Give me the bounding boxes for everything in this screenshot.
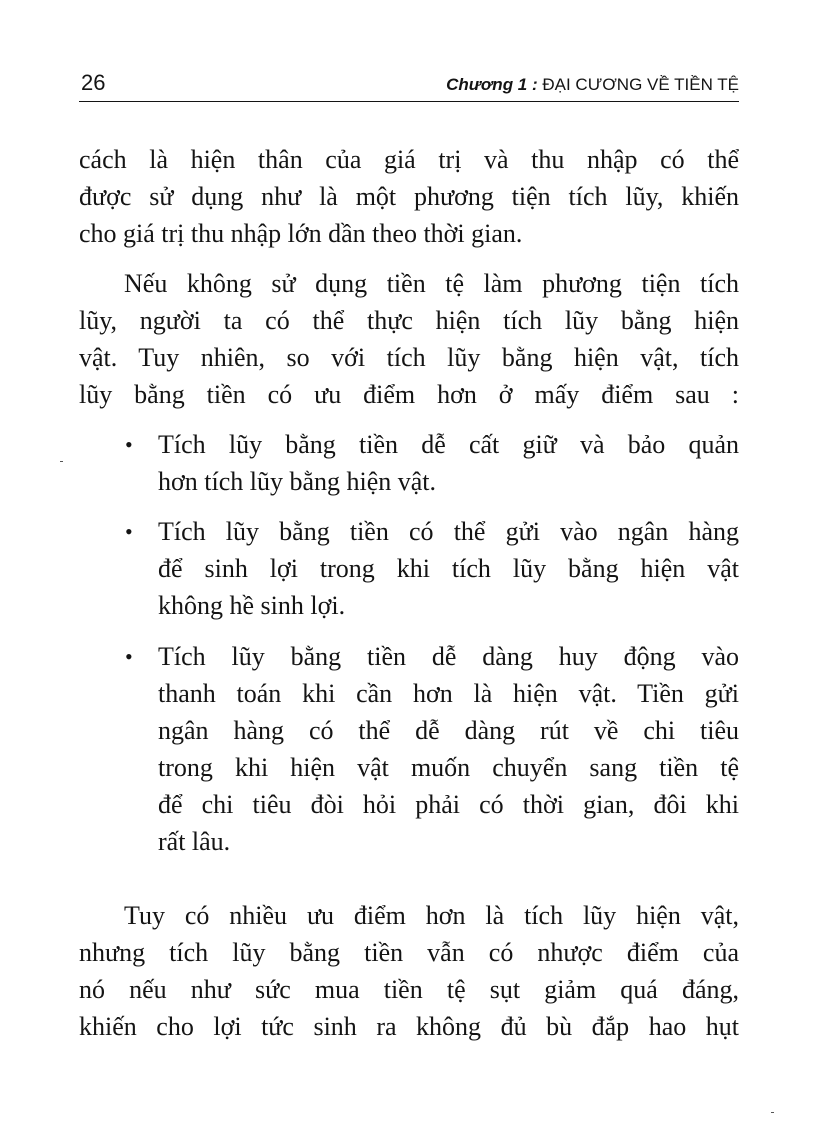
text-line: cách là hiện thân của giá trị và thu nhập có thể — [79, 145, 739, 174]
text-line: Tích lũy bằng tiền có thể gửi vào ngân hàng — [158, 517, 739, 546]
text-line: lũy bằng tiền có ưu điểm hơn ở mấy điểm sau : — [79, 380, 739, 409]
page-header — [79, 70, 739, 102]
text-line: rất lâu. — [158, 827, 231, 856]
running-head — [446, 74, 739, 96]
text-line: nó nếu như sức mua tiền tệ sụt giảm quá đáng, — [79, 975, 739, 1004]
text-line: vật. Tuy nhiên, so với tích lũy bằng hiện vật, tích — [79, 343, 739, 372]
scan-speck — [771, 1112, 774, 1113]
text-line: trong khi hiện vật muốn chuyển sang tiền tệ — [158, 753, 739, 782]
page-number: 26 — [81, 70, 106, 95]
text-line: thanh toán khi cần hơn là hiện vật. Tiền gửi — [158, 679, 739, 708]
bullet-marker: • — [125, 644, 133, 669]
text-line: lũy, người ta có thể thực hiện tích lũy bằng hiện — [79, 306, 739, 335]
text-line: để sinh lợi trong khi tích lũy bằng hiện vật — [158, 554, 739, 583]
scan-speck — [60, 461, 63, 462]
bullet-marker: • — [125, 432, 133, 457]
header-rule — [79, 101, 739, 102]
text-line: Tuy có nhiều ưu điểm hơn là tích lũy hiện vật, — [124, 901, 739, 930]
text-line: ngân hàng có thể dễ dàng rút về chi tiêu — [158, 716, 739, 745]
chapter-label: Chương 1 : — [446, 75, 538, 94]
text-line: để chi tiêu đòi hỏi phải có thời gian, đôi khi — [158, 790, 739, 819]
text-line: cho giá trị thu nhập lớn dần theo thời gian. — [79, 219, 523, 248]
text-line: không hề sinh lợi. — [158, 591, 346, 620]
text-line: Tích lũy bằng tiền dễ cất giữ và bảo quản — [158, 430, 739, 459]
text-line: hơn tích lũy bằng hiện vật. — [158, 467, 437, 496]
text-line: được sử dụng như là một phương tiện tích lũy, khiến — [79, 182, 739, 211]
text-line: khiến cho lợi tức sinh ra không đủ bù đắp hao hụt — [79, 1012, 739, 1041]
bullet-marker: • — [125, 519, 133, 544]
text-line: nhưng tích lũy bằng tiền vẫn có nhược điểm của — [79, 938, 739, 967]
chapter-title: ĐẠI CƯƠNG VỀ TIỀN TỆ — [542, 75, 739, 94]
text-line: Nếu không sử dụng tiền tệ làm phương tiện tích — [124, 269, 739, 298]
text-line: Tích lũy bằng tiền dễ dàng huy động vào — [158, 642, 739, 671]
